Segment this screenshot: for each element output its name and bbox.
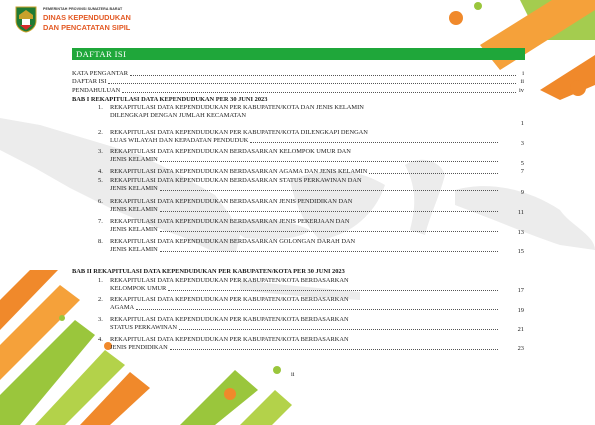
toc-entry-label: JENIS KELAMIN xyxy=(110,226,158,233)
toc-item-title-cont[interactable]: DILENGKAPI DENGAN JUMLAH KECAMATAN xyxy=(110,112,246,119)
toc-page-number: 9 xyxy=(520,189,524,196)
province-emblem-icon xyxy=(14,5,38,33)
toc-item-title-cont[interactable] xyxy=(110,303,500,312)
toc-item-title[interactable]: REKAPITULASI DATA KEPENDUDUKAN PER KABUPATEN/KOTA BERDASARKAN xyxy=(110,316,349,323)
bottom-accents xyxy=(180,366,292,425)
toc-item-title-cont[interactable] xyxy=(110,155,500,164)
toc-page-number: 11 xyxy=(517,209,524,216)
toc-item-number: 4. xyxy=(98,168,103,175)
toc-item-title[interactable]: REKAPITULASI DATA KEPENDUDUKAN BERDASARKAN GOLONGAN DARAH DAN xyxy=(110,238,356,245)
toc-item-number: 4. xyxy=(98,336,103,343)
toc-page-number: 13 xyxy=(517,229,524,236)
office-name-line2: DAN PENCATATAN SIPIL xyxy=(43,23,131,32)
toc-entry-label: JENIS KELAMIN xyxy=(110,156,158,163)
toc-page-number: 7 xyxy=(520,168,524,175)
toc-entry-label: LUAS WILAYAH DAN KEPADATAN PENDUDUK xyxy=(110,137,249,144)
toc-item-title-cont[interactable] xyxy=(110,225,500,234)
toc-page-number: iv xyxy=(519,87,524,94)
chapter-heading[interactable]: BAB I REKAPITULASI DATA KEPENDUDUKAN PER 30 JUNI 2023 xyxy=(72,96,268,103)
toc-item-number: 2. xyxy=(98,129,103,136)
province-name: PEMERINTAH PROVINSI SUMATERA BARAT xyxy=(43,7,123,11)
toc-item-title[interactable]: REKAPITULASI DATA KEPENDUDUKAN BERDASARKAN STATUS PERKAWINAN DAN xyxy=(110,177,362,184)
page-title: DAFTAR ISI xyxy=(76,49,127,59)
toc-entry-label: AGAMA xyxy=(110,304,135,311)
toc-page-number: 5 xyxy=(520,160,524,167)
toc-entry-label: STATUS PERKAWINAN xyxy=(110,324,177,331)
toc-entry-label: PENDAHULUAN xyxy=(72,87,121,94)
toc-item-number: 2. xyxy=(98,296,103,303)
toc-entry-label: JENIS KELAMIN xyxy=(110,206,158,213)
toc-entry-label: REKAPITULASI DATA KEPENDUDUKAN BERDASARKAN AGAMA DAN JENIS KELAMIN xyxy=(110,168,368,175)
toc-item-number: 7. xyxy=(98,218,103,225)
toc-page-number: 1 xyxy=(520,120,524,127)
toc-page-number: 3 xyxy=(520,140,524,147)
toc-item-title-cont[interactable] xyxy=(110,184,500,193)
toc-page-number: 21 xyxy=(517,326,524,333)
toc-item-title[interactable]: REKAPITULASI DATA KEPENDUDUKAN BERDASARKAN JENIS PENDIDIKAN DAN xyxy=(110,198,353,205)
toc-item-title[interactable]: REKAPITULASI DATA KEPENDUDUKAN PER KABUPATEN/KOTA DILENGKAPI DENGAN xyxy=(110,129,368,136)
toc-entry-label: JENIS KELAMIN xyxy=(110,185,158,192)
chapter-heading[interactable]: BAB II REKAPITULASI DATA KEPENDUDUKAN PER KABUPATEN/KOTA PER 30 JUNI 2023 xyxy=(72,268,345,275)
toc-item-title[interactable]: REKAPITULASI DATA KEPENDUDUKAN PER KABUPATEN/KOTA DAN JENIS KELAMIN xyxy=(110,104,364,111)
toc-page-number: 17 xyxy=(517,287,524,294)
toc-item-number: 1. xyxy=(98,277,103,284)
toc-item-title-cont[interactable] xyxy=(110,323,500,332)
toc-item-title[interactable]: REKAPITULASI DATA KEPENDUDUKAN PER KABUPATEN/KOTA BERDASARKAN xyxy=(110,336,349,343)
toc-entry-label: KATA PENGANTAR xyxy=(72,70,128,77)
title-bar xyxy=(72,48,525,60)
toc-entry-label: KELOMPOK UMUR xyxy=(110,285,167,292)
toc-item-title[interactable]: REKAPITULASI DATA KEPENDUDUKAN BERDASARKAN JENIS PEKERJAAN DAN xyxy=(110,218,350,225)
toc-entry-label: JENIS PENDIDIKAN xyxy=(110,344,168,351)
toc-entry[interactable] xyxy=(72,77,518,86)
toc-item-title[interactable]: REKAPITULASI DATA KEPENDUDUKAN PER KABUPATEN/KOTA BERDASARKAN xyxy=(110,277,349,284)
toc-item-title[interactable]: REKAPITULASI DATA KEPENDUDUKAN PER KABUPATEN/KOTA BERDASARKAN xyxy=(110,296,349,303)
toc-page-number: i xyxy=(522,70,524,77)
toc-entry-label: JENIS KELAMIN xyxy=(110,246,158,253)
toc-entry[interactable] xyxy=(72,86,518,95)
toc-item-title-cont[interactable] xyxy=(110,284,500,293)
toc-page-number: 19 xyxy=(517,307,524,314)
toc-page-number: 23 xyxy=(517,345,524,352)
toc-item-number: 5. xyxy=(98,177,103,184)
toc-item-number: 3. xyxy=(98,316,103,323)
toc-item-title-cont[interactable] xyxy=(110,343,500,352)
toc-entry-label: DAFTAR ISI xyxy=(72,78,107,85)
toc-item-title-cont[interactable] xyxy=(110,205,500,214)
toc-item-number: 6. xyxy=(98,198,103,205)
toc-item-number: 8. xyxy=(98,238,103,245)
toc-item-title[interactable] xyxy=(110,167,500,176)
toc-page-number: 15 xyxy=(517,248,524,255)
toc-item-title[interactable]: REKAPITULASI DATA KEPENDUDUKAN BERDASARKAN KELOMPOK UMUR DAN xyxy=(110,148,351,155)
toc-item-title-cont[interactable] xyxy=(110,245,500,254)
toc-item-number: 3. xyxy=(98,148,103,155)
toc-item-title-cont[interactable] xyxy=(110,136,500,145)
toc-page-number: ii xyxy=(520,78,524,85)
office-name-line1: DINAS KEPENDUDUKAN xyxy=(43,13,131,22)
toc-item-number: 1. xyxy=(98,104,103,111)
page-number: ii xyxy=(291,371,295,378)
